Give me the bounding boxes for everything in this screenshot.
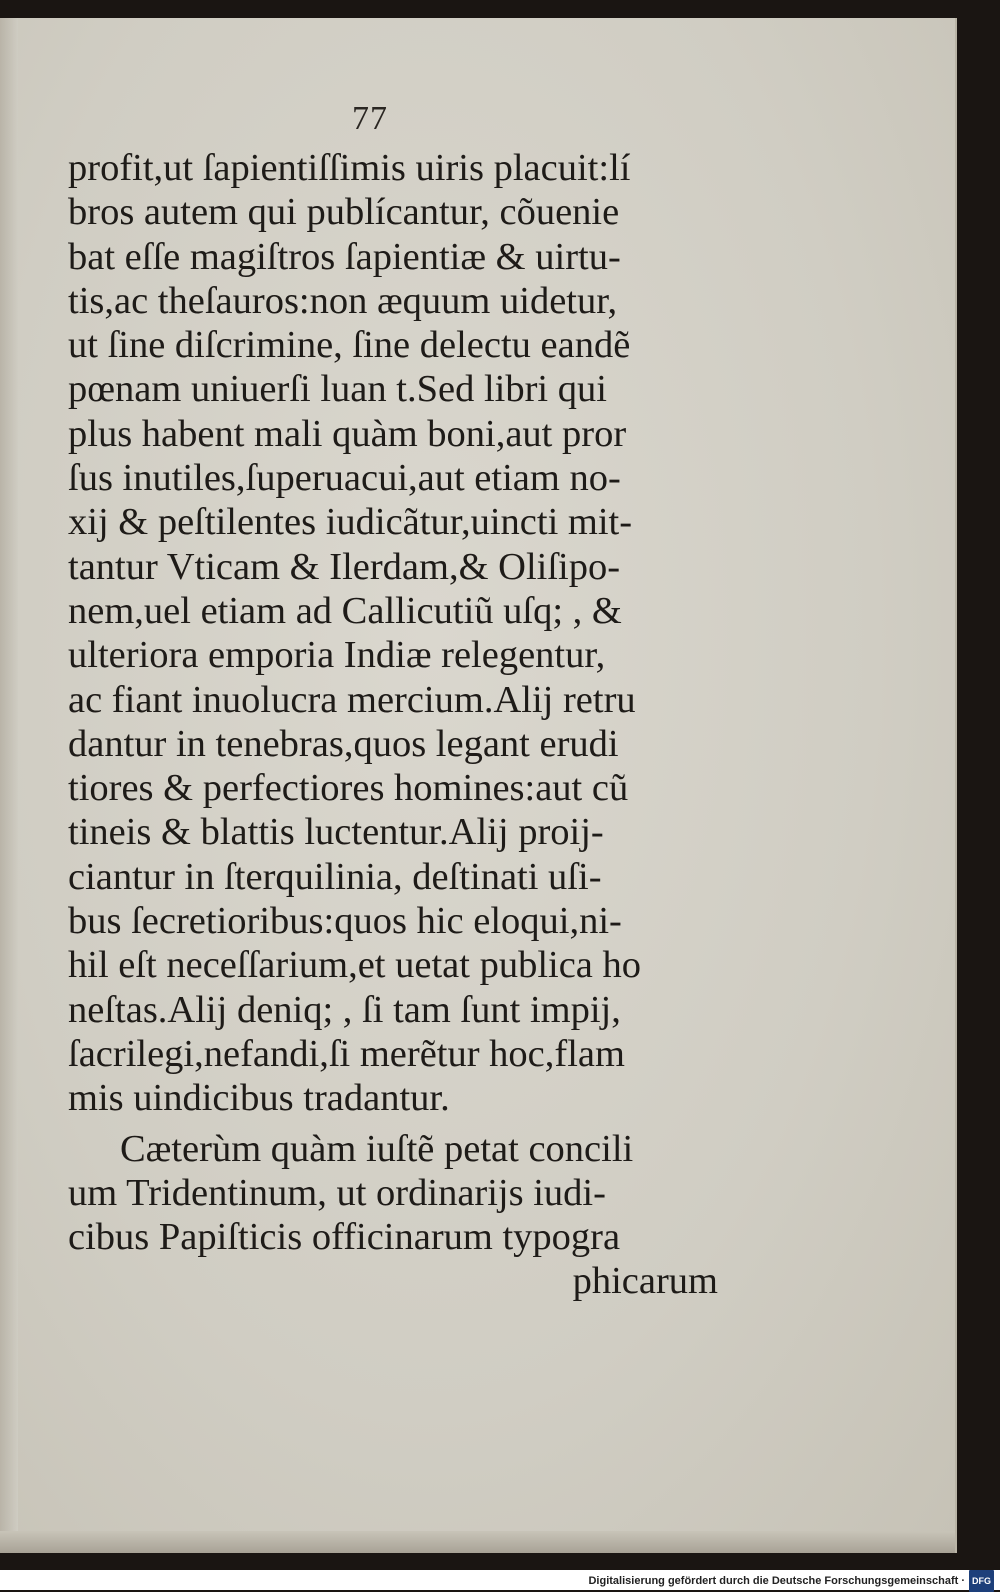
page-number: 77 [352,100,388,137]
text-line: pœnam uniuerſi luan t.Sed libri qui [68,368,607,411]
text-line: tis,ac theſauros:non æquum uidetur, [68,279,618,322]
text-line: dantur in tenebras,quos legant erudi [68,722,619,765]
text-line: hil eſt neceſſarium,et uetat publica ho [68,944,642,987]
page-left-edge [0,18,18,1553]
text-line: ſacrilegi,nefandi,ſi merẽtur hoc,flam [68,1032,625,1075]
text-line: tantur Vticam & Ilerdam,& Oliſipo- [68,545,621,588]
text-line: tineis & blattis luctentur.Alij proij- [68,811,604,854]
page-bottom-edge [0,1531,955,1553]
digitization-footer [0,1570,1000,1590]
text-line: ſus inutiles,ſuperuacui,aut etiam no- [68,457,621,500]
text-line: nem,uel etiam ad Callicutiũ uſq; , & [68,589,622,632]
text-line: xij & peſtilentes iudicãtur,uincti mit- [68,501,633,544]
text-line: ciantur in ſterquilinia, deſtinati uſi- [68,855,602,898]
text-block [68,146,718,1304]
text-line: profit,ut ſapientiſſimis uiris placuit:lí [68,147,631,189]
book-page [0,18,957,1553]
text-line: um Tridentinum, ut ordinarijs iudi- [68,1171,606,1214]
text-line: bat eſſe magiſtros ſapientiæ & uirtu- [68,235,621,278]
footer-credit: Digitalisierung gefördert durch die Deutsche Forschungsgemeinschaft · [588,1575,965,1587]
catchword: phicarum [572,1260,718,1303]
text-line: cibus Papiſticis officinarum typogra [68,1216,621,1259]
text-line: tiores & perfectiores homines:aut cũ [68,767,629,810]
text-line: bus ſecretioribus:quos hic eloqui,ni- [68,900,622,943]
paragraph-start-line: Cæterùm quàm iuſtẽ petat concili [120,1127,634,1170]
text-line: ac fiant inuolucra mercium.Alij retru [68,678,636,721]
text-line: mis uindicibus tradantur. [68,1077,450,1120]
text-line: neſtas.Alij deniq; , ſi tam ſunt impij, [68,988,621,1031]
text-line: ulteriora emporia Indiæ relegentur, [68,634,606,677]
text-line: ut ſine diſcrimine, ſine delectu eandẽ [68,324,631,367]
dfg-logo-icon: DFG [969,1570,994,1592]
text-line: plus habent mali quàm boni,aut pror [68,412,627,455]
text-line: bros autem qui publícantur, cõuenie [68,191,620,234]
